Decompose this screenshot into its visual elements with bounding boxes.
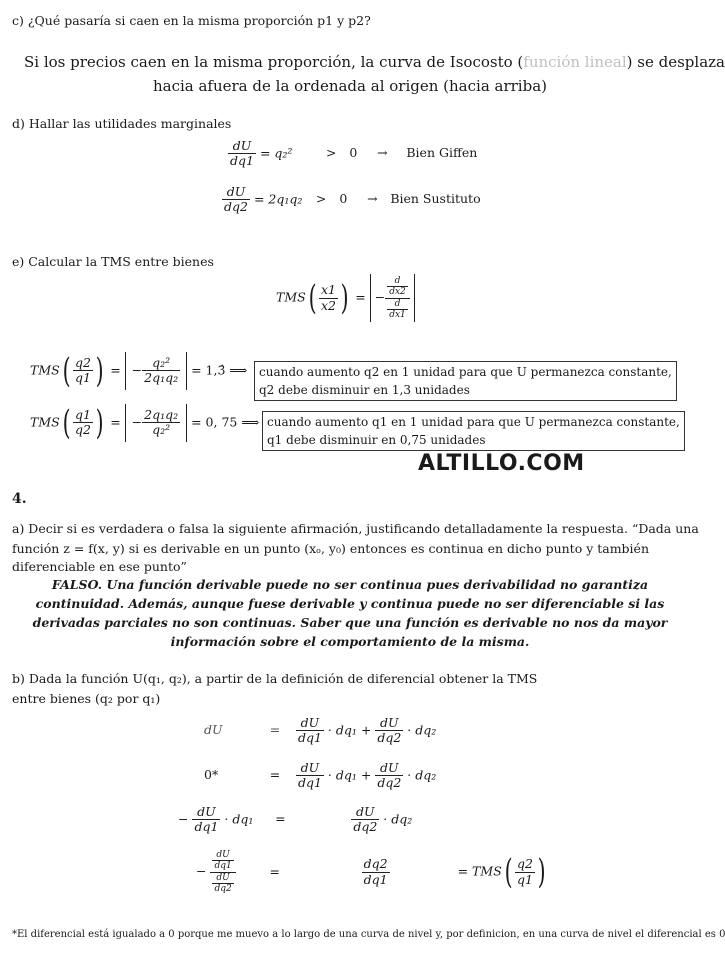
differential-eq-1: dU = $\frac{dU}{dq1}$ · dq₁ + $\frac{dU}{dq2}$ · dq₂ bbox=[204, 715, 437, 746]
part-c-answer-line1: Si los precios caen en la misma proporción, la curva de Isocosto (función lineal) se desplaza bbox=[24, 53, 725, 71]
tms-1-explanation-box: cuando aumento q2 en 1 unidad para que U permanezca constante, q2 debe disminuir en 1,3 unidades bbox=[254, 361, 677, 401]
part-a-text-3: diferenciable en ese punto” bbox=[12, 559, 187, 574]
faded-term: función lineal bbox=[523, 53, 627, 71]
marginal-utility-row-2: $\frac{dU}{dq2}$ = 2q₁q₂ > 0 → Bien Sustituto bbox=[224, 184, 481, 215]
part-d-title: d) Hallar las utilidades marginales bbox=[12, 116, 232, 131]
part-c-question: c) ¿Qué pasaría si caen en la misma proporción p1 y p2? bbox=[12, 13, 371, 28]
bien-sustituto: Bien Sustituto bbox=[390, 191, 481, 207]
part-b-text-2: entre bienes (q₂ por q₁) bbox=[12, 691, 161, 706]
differential-eq-4: − $\frac{\frac{dU}{dq1}}{\frac{dU}{dq2}}$ = $\frac{dq2}{dq1}$ = TMS( $\frac{q2}{q1}$ ) bbox=[196, 850, 546, 895]
marginal-utility-row-1: $\frac{dU}{dq1}$ = q₂² > 0 → Bien Giffen bbox=[230, 138, 478, 169]
differential-eq-3: − $\frac{dU}{dq1}$ · dq₁ = $\frac{dU}{dq2}$ · dq₂ bbox=[178, 804, 413, 835]
differential-eq-2: 0* = $\frac{dU}{dq1}$ · dq₁ + $\frac{dU}{dq2}$ · dq₂ bbox=[204, 760, 437, 791]
footnote: *El diferencial está igualado a 0 porque me muevo a lo largo de una curva de nivel y, por definicion, en una curva de nivel el diferencial es 0 bbox=[12, 929, 725, 940]
altillo-watermark: ALTILLO.COM bbox=[418, 451, 585, 476]
bien-giffen: Bien Giffen bbox=[406, 145, 478, 161]
part-c-answer-line2: hacia afuera de la ordenada al origen (hacia arriba) bbox=[152, 77, 548, 95]
section-number: 4. bbox=[12, 491, 27, 507]
answer-line-3: derivadas parciales no son continuas. Saber que una función es derivable no nos da mayor bbox=[32, 615, 668, 630]
answer-line-4: información sobre el comportamiento de la misma. bbox=[170, 634, 530, 649]
part-a-text-2: función z = f(x, y) si es derivable en un punto (xₒ, y₀) entonces es continua en dicho punto y también bbox=[12, 541, 650, 556]
tms-row-1: TMS( $\frac{q2}{q1}$ ) = − $\frac{\text{q₂²}}{\text{2q₁q₂}}$ = 1,3̂ ⟹ bbox=[30, 350, 248, 391]
part-a-text-1: a) Decir si es verdadera o falsa la siguiente afirmación, justificando detalladamente la respuesta. “Dada una bbox=[12, 521, 699, 536]
tms-row-2: TMS( $\frac{q1}{q2}$ ) = − $\frac{\text{2q₁q₂}}{\text{q₂²}}$ = 0, 75 ⟹ bbox=[30, 402, 260, 443]
part-e-title: e) Calcular la TMS entre bienes bbox=[12, 254, 214, 269]
answer-line-1: FALSO. Una función derivable puede no ser continua pues derivabilidad no garantiza bbox=[51, 577, 649, 592]
answer-line-2: continuidad. Además, aunque fuese derivable y continua puede no ser diferenciable si las bbox=[35, 596, 665, 611]
tms-2-explanation-box: cuando aumento q1 en 1 unidad para que U permanezca constante, q1 debe disminuir en 0,75 unidades bbox=[262, 411, 685, 451]
part-b-text-1: b) Dada la función U(q₁, q₂), a partir de la definición de diferencial obtener la TMS bbox=[12, 671, 538, 686]
tms-definition: TMS( $\frac{x1}{x2}$ ) = − $\frac{\frac{d}{dx2}}{\frac{d}{dx1}}$ bbox=[276, 274, 415, 322]
